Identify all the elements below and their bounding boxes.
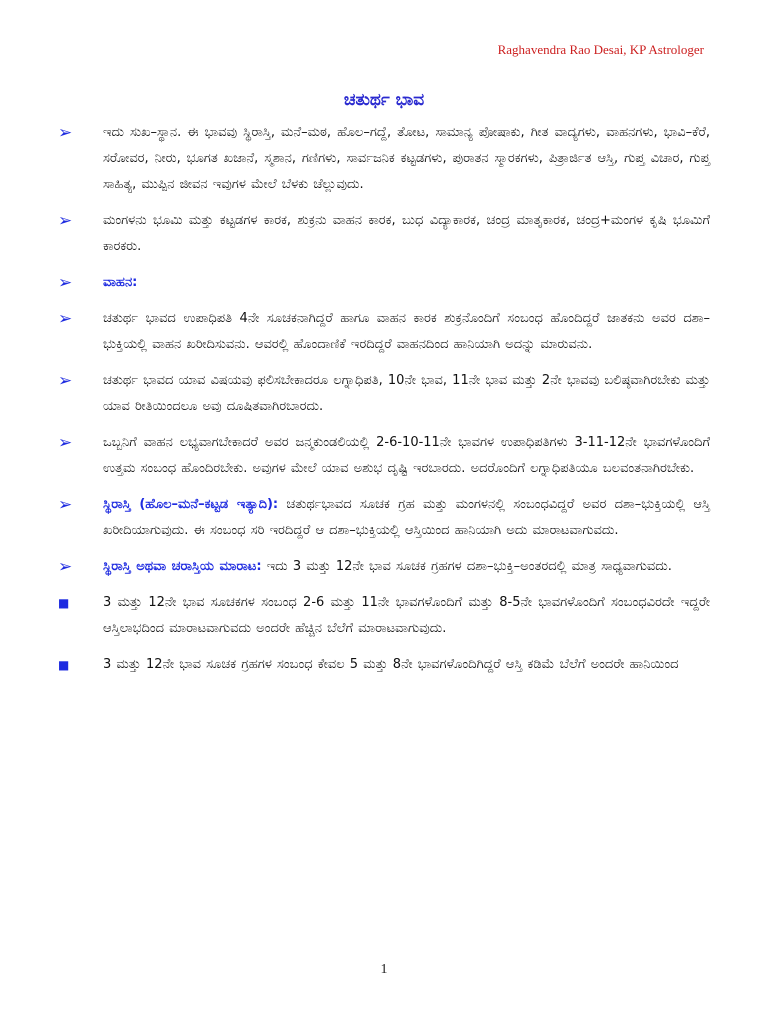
arrow-bullet-icon: ➢	[58, 433, 73, 453]
page-number: 1	[380, 962, 388, 977]
section-heading-maarata: ಸ್ಥಿರಾಸ್ತಿ ಅಥವಾ ಚರಾಸ್ತಿಯ ಮಾರಾಟ:	[103, 559, 262, 574]
item-text: ಚತುರ್ಥಭಾವದ ಸೂಚಕ ಗ್ರಹ ಮತ್ತು ಮಂಗಳನಲ್ಲಿ ಸಂಬಂಧವಿದ್ದರೆ ಅವರ ದಶಾ–ಭುಕ್ತಿಯಲ್ಲಿ ಆಸ್ತಿ ಖರೀದಿಯಾಗುವುದು. ಈ ಸಂಬಂಧ ಸರಿ ಇರದಿದ್ದರೆ ಆ ದಶಾ–ಭುಕ್ತಿಯಲ್ಲಿ ಆಸ್ತಿಯಿಂದ ಹಾನಿಯಾಗಿ ಅದು ಮಾರಾಟವಾಗುವದು.	[103, 497, 711, 538]
section-heading-sthirasti: ಸ್ಥಿರಾಸ್ತಿ (ಹೊಲ–ಮನೆ–ಕಟ್ಟಡ ಇತ್ಯಾದಿ):	[103, 497, 279, 512]
arrow-bullet-icon: ➢	[58, 123, 73, 143]
item-text: ಇದು ಸುಖ–ಸ್ಥಾನ. ಈ ಭಾವವು ಸ್ಥಿರಾಸ್ತಿ, ಮನೆ–ಮಠ, ಹೊಲ–ಗದ್ದೆ, ತೋಟ, ಸಾಮಾನ್ಯ ಪೋಷಾಕು, ಗೀತ ವಾದ್ಯಗಳು, ವಾಹನಗಳು, ಭಾವಿ–ಕೆರೆ, ಸರೋವರ, ನೀರು, ಭೂಗತ ಖಜಾನೆ, ಸ್ಮಶಾನ, ಗಣಿಗಳು, ಸಾರ್ವಜನಿಕ ಕಟ್ಟಡಗಳು, ಪುರಾತನ ಸ್ಮಾರಕಗಳು, ಪಿತ್ರಾರ್ಜಿತ ಆಸ್ತಿ, ಗುಪ್ತ ವಿಚಾರ, ಗುಪ್ತ ಸಾಹಿತ್ಯ, ಮುಪ್ಪಿನ ಜೀವನ ಇವುಗಳ ಮೇಲೆ ಬೆಳಕು ಚೆಲ್ಲುವುದು.	[103, 125, 710, 192]
list-item	[58, 120, 710, 198]
arrow-bullet-icon: ➢	[58, 371, 73, 391]
section-heading-vahana: ವಾಹನ:	[103, 275, 138, 290]
list-item	[58, 430, 710, 482]
arrow-bullet-icon: ➢	[58, 273, 73, 293]
page-header-author: Raghavendra Rao Desai, KP Astrologer	[497, 42, 704, 57]
list-item	[58, 492, 710, 544]
item-text: 3 ಮತ್ತು 12ನೇ ಭಾವ ಸೂಚಕ ಗ್ರಹಗಳ ಸಂಬಂಧ ಕೇವಲ 5 ಮತ್ತು 8ನೇ ಭಾವಗಳೊಂದಿಗಿದ್ದರೆ ಆಸ್ತಿ ಕಡಿಮೆ ಬೆಲೆಗೆ ಅಂದರೇ ಹಾನಿಯಿಂದ	[103, 657, 679, 672]
list-item	[58, 652, 710, 678]
item-text: 3 ಮತ್ತು 12ನೇ ಭಾವ ಸೂಚಕಗಳ ಸಂಬಂಧ 2-6 ಮತ್ತು 11ನೇ ಭಾವಗಳೊಂದಿಗೆ ಮತ್ತು 8-5ನೇ ಭಾವಗಳೊಂದಿಗೆ ಸಂಬಂಧವಿರದೇ ಇದ್ದರೇ ಆಸ್ತಿಲಾಭದಿಂದ ಮಾರಾಟವಾಗುವದು ಅಂದರೇ ಹೆಚ್ಚಿನ ಬೆಲೆಗೆ ಮಾರಾಟವಾಗುವುದು.	[103, 595, 710, 636]
square-bullet-icon: ■	[58, 658, 70, 672]
list-item	[58, 306, 710, 358]
list-item	[58, 590, 710, 642]
item-text: ಮಂಗಳನು ಭೂಮಿ ಮತ್ತು ಕಟ್ಟಡಗಳ ಕಾರಕ, ಶುಕ್ರನು ವಾಹನ ಕಾರಕ, ಬುಧ ವಿದ್ಯಾಕಾರಕ, ಚಂದ್ರ ಮಾತೃಕಾರಕ, ಚಂದ್ರ+ಮಂಗಳ ಕೃಷಿ ಭೂಮಿಗೆ ಕಾರಕರು.	[103, 213, 710, 254]
item-text: ಇದು 3 ಮತ್ತು 12ನೇ ಭಾವ ಸೂಚಕ ಗ್ರಹಗಳ ದಶಾ–ಭುಕ್ತಿ–ಅಂತರದಲ್ಲಿ ಮಾತ್ರ ಸಾಧ್ಯವಾಗುವದು.	[266, 559, 672, 574]
item-text: ಒಬ್ಬನಿಗೆ ವಾಹನ ಲಭ್ಯವಾಗಬೇಕಾದರೆ ಅವರ ಜನ್ಮಕುಂಡಲಿಯಲ್ಲಿ 2-6-10-11ನೇ ಭಾವಗಳ ಉಪಾಧಿಪತಿಗಳು 3-11-12ನೇ ಭಾವಗಳೊಂದಿಗೆ ಉತ್ತಮ ಸಂಬಂಧ ಹೊಂದಿರಬೇಕು. ಅವುಗಳ ಮೇಲೆ ಯಾವ ಅಶುಭ ದೃಷ್ಟಿ ಇರಬಾರದು. ಅದರೊಂದಿಗೆ ಲಗ್ನಾಧಿಪತಿಯೂ ಬಲವಂತನಾಗಿರಬೇಕು.	[103, 435, 710, 476]
item-text: ಚತುರ್ಥ ಭಾವದ ಯಾವ ವಿಷಯವು ಫಲಿಸಬೇಕಾದರೂ ಲಗ್ನಾಧಿಪತಿ, 10ನೇ ಭಾವ, 11ನೇ ಭಾವ ಮತ್ತು 2ನೇ ಭಾವವು ಬಲಿಷ್ಠವಾಗಿರಬೇಕು ಮತ್ತು ಯಾವ ರೀತಿಯಿಂದಲೂ ಅವು ದೂಷಿತವಾಗಿರಬಾರದು.	[103, 373, 710, 414]
page-title: ಚತುರ್ಥ ಭಾವ	[343, 90, 425, 110]
list-item	[58, 270, 710, 296]
list-item	[58, 208, 710, 260]
list-item	[58, 554, 710, 580]
arrow-bullet-icon: ➢	[58, 557, 73, 577]
list-item	[58, 368, 710, 420]
arrow-bullet-icon: ➢	[58, 211, 73, 231]
item-text: ಚತುರ್ಥ ಭಾವದ ಉಪಾಧಿಪತಿ 4ನೇ ಸೂಚಕನಾಗಿದ್ದರೆ ಹಾಗೂ ವಾಹನ ಕಾರಕ ಶುಕ್ರನೊಂದಿಗೆ ಸಂಬಂಧ ಹೊಂದಿದ್ದರೆ ಜಾತಕನು ಅವರ ದಶಾ–ಭುಕ್ತಿಯಲ್ಲಿ ವಾಹನ ಖರೀದಿಸುವನು. ಆವರಲ್ಲಿ ಹೊಂದಾಣಿಕೆ ಇರದಿದ್ದರೆ ವಾಹನದಿಂದ ಹಾನಿಯಾಗಿ ಅದನ್ನು ಮಾರುವನು.	[103, 311, 710, 352]
arrow-bullet-icon: ➢	[58, 309, 73, 329]
content-list	[58, 120, 710, 688]
arrow-bullet-icon: ➢	[58, 495, 73, 515]
square-bullet-icon: ■	[58, 596, 70, 610]
